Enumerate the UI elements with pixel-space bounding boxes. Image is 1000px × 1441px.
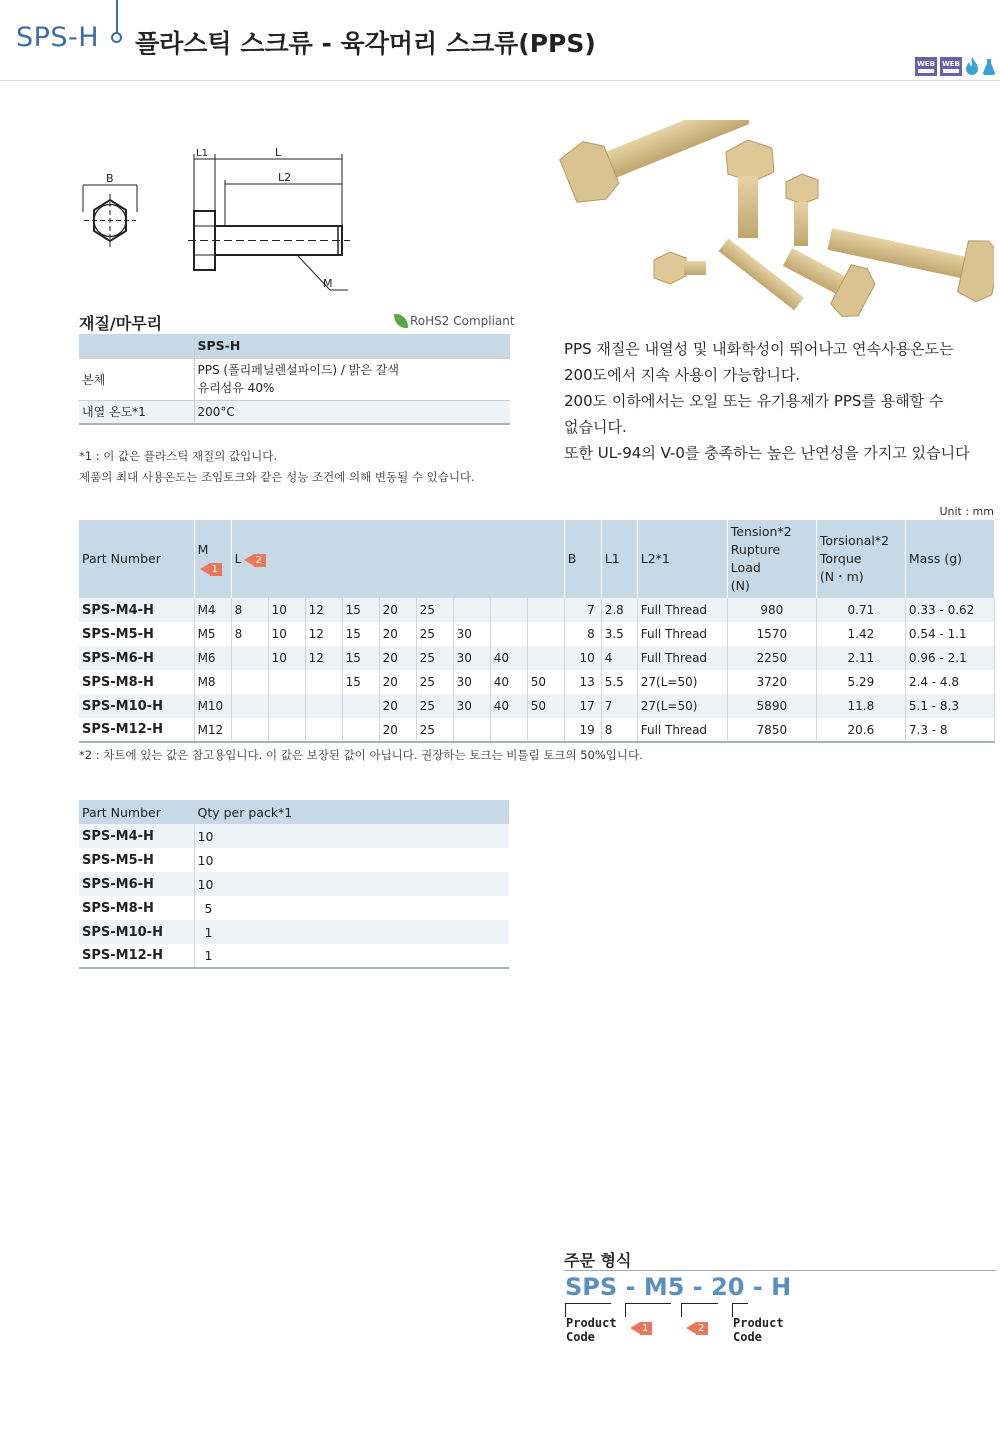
l-cell: 15 xyxy=(342,622,379,646)
torque-cell: 20.6 xyxy=(816,718,905,742)
bracket xyxy=(625,1303,671,1317)
col-tension: Tension*2 Rupture Load (N) xyxy=(727,520,816,598)
l-cell xyxy=(453,598,490,622)
part-number-cell: SPS-M5-H xyxy=(79,848,194,872)
order-tag-1: 1 xyxy=(628,1316,652,1335)
bracket xyxy=(681,1303,718,1317)
l-cell xyxy=(490,718,527,742)
page-title: 플라스틱 스크류 - 육각머리 스크류(PPS) xyxy=(135,29,596,58)
product-code-header: SPS-H xyxy=(16,22,100,53)
material-row-label: 본체 xyxy=(79,358,194,400)
svg-text:M: M xyxy=(323,277,333,290)
l-cell: 25 xyxy=(416,598,453,622)
qty-cell: 10 xyxy=(194,872,509,896)
material-table-header: SPS-H xyxy=(194,334,510,358)
spec-row xyxy=(79,670,995,694)
tension-cell: 7850 xyxy=(727,718,816,742)
l-cell: 30 xyxy=(453,670,490,694)
pack-row xyxy=(79,848,509,872)
col-m: M 1 xyxy=(194,520,231,598)
col-part-number: Part Number xyxy=(79,520,194,598)
l-cell: 25 xyxy=(416,646,453,670)
material-row-label: 내열 온도*1 xyxy=(79,400,194,424)
spec-row xyxy=(79,598,995,622)
l-cell: 15 xyxy=(342,670,379,694)
col-l1: L1 xyxy=(601,520,637,598)
l2-cell: Full Thread xyxy=(637,622,727,646)
l1-cell: 2.8 xyxy=(601,598,637,622)
bracket xyxy=(565,1303,611,1317)
l-cell: 40 xyxy=(490,670,527,694)
qty-cell: 10 xyxy=(197,852,214,868)
mass-cell: 7.3 - 8 xyxy=(905,718,994,742)
l-cell: 30 xyxy=(453,694,490,718)
pack-row xyxy=(79,824,509,848)
material-row-value: 200°C xyxy=(194,400,510,424)
part-number-cell: SPS-M8-H xyxy=(79,896,194,920)
l-cell xyxy=(268,694,305,718)
col-mass: Mass (g) xyxy=(905,520,994,598)
b-cell: 13 xyxy=(564,670,601,694)
part-number-cell: SPS-M6-H xyxy=(79,646,194,670)
hex-screw-drawing xyxy=(70,140,360,300)
tension-cell: 3720 xyxy=(727,670,816,694)
part-number-cell: SPS-M8-H xyxy=(79,670,194,694)
svg-text:L2: L2 xyxy=(278,171,292,184)
pack-row xyxy=(79,896,509,920)
tension-cell: 980 xyxy=(727,598,816,622)
l-cell: 25 xyxy=(416,694,453,718)
torque-cell: 2.11 xyxy=(816,646,905,670)
col-part-number: Part Number xyxy=(79,800,194,824)
l-cell: 20 xyxy=(379,646,416,670)
l1-cell: 3.5 xyxy=(601,622,637,646)
mass-cell: 2.4 - 4.8 xyxy=(905,670,994,694)
web-badge-icon: WEB xyxy=(940,57,962,76)
col-l2: L2*1 xyxy=(637,520,727,598)
tension-cell: 5890 xyxy=(727,694,816,718)
l2-cell: Full Thread xyxy=(637,598,727,622)
b-cell: 10 xyxy=(564,646,601,670)
l1-cell: 4 xyxy=(601,646,637,670)
l1-cell: 7 xyxy=(601,694,637,718)
header-divider-dot xyxy=(111,32,122,43)
m-cell: M5 xyxy=(194,622,231,646)
l-cell: 50 xyxy=(527,670,564,694)
product-photo xyxy=(548,120,994,330)
l-cell xyxy=(342,694,379,718)
bracket xyxy=(732,1303,748,1317)
spec-row xyxy=(79,622,995,646)
l-cell: 10 xyxy=(268,622,305,646)
qty-cell: 1 xyxy=(194,920,509,944)
material-heading: 재질/마무리 xyxy=(79,314,163,333)
l-cell: 12 xyxy=(305,646,342,670)
product-description: PPS 재질은 내열성 및 내화학성이 뛰어나고 연속사용온도는 200도에서 지속 사용이 가능합니다. 200도 이하에서는 오일 또는 유기용제가 PPS를 용해할 수 없습니다. 또한 UL-94의 V-0를 충족하는 높은 난연성을 가지고 있습니다 xyxy=(564,340,970,462)
l1-cell: 5.5 xyxy=(601,670,637,694)
part-number-cell: SPS-M4-H xyxy=(79,598,194,622)
order-label-product: Product Code xyxy=(733,1316,784,1344)
part-number-cell: SPS-M10-H xyxy=(79,920,194,944)
l-cell xyxy=(342,718,379,742)
l-cell: 15 xyxy=(342,598,379,622)
l-cell xyxy=(305,718,342,742)
m-tag: 1 xyxy=(210,563,222,576)
svg-text:L: L xyxy=(275,146,282,159)
l-cell xyxy=(231,718,268,742)
part-number-cell: SPS-M4-H xyxy=(79,824,194,848)
svg-text:B: B xyxy=(106,172,114,185)
qty-cell: 5 xyxy=(204,900,213,916)
order-tag-2: 2 xyxy=(684,1316,708,1335)
l-cell: 40 xyxy=(490,646,527,670)
l1-cell: 8 xyxy=(601,718,637,742)
spec-table xyxy=(79,520,995,743)
col-torque: Torsional*2 Torque (N・m) xyxy=(816,520,905,598)
pack-row xyxy=(79,920,509,944)
header-rule xyxy=(0,80,1000,81)
l-cell: 25 xyxy=(416,622,453,646)
tension-cell: 2250 xyxy=(727,646,816,670)
l-cell xyxy=(268,670,305,694)
l-cell: 25 xyxy=(416,718,453,742)
torque-cell: 1.42 xyxy=(816,622,905,646)
l-cell xyxy=(231,670,268,694)
l-cell: 20 xyxy=(379,718,416,742)
b-cell: 7 xyxy=(564,598,601,622)
l-cell: 12 xyxy=(305,622,342,646)
pack-row xyxy=(79,944,509,968)
torque-cell: 0.71 xyxy=(816,598,905,622)
part-number-cell: SPS-M10-H xyxy=(79,694,194,718)
torque-cell: 5.29 xyxy=(816,670,905,694)
m-cell: M4 xyxy=(194,598,231,622)
l2-cell: Full Thread xyxy=(637,718,727,742)
mass-cell: 0.54 - 1.1 xyxy=(905,622,994,646)
l2-cell: 27(L=50) xyxy=(637,694,727,718)
part-number-cell: SPS-M12-H xyxy=(79,944,194,968)
qty-cell: 1 xyxy=(194,944,509,968)
l-cell xyxy=(490,598,527,622)
l-cell: 30 xyxy=(453,646,490,670)
spec-row xyxy=(79,646,995,670)
col-l: L 2 xyxy=(231,520,564,598)
material-row-value: PPS (폴리페닐렌설파이드) / 밝은 갈색 유리섬유 40% xyxy=(194,358,510,400)
m-cell: M12 xyxy=(194,718,231,742)
rohs-badge: RoHS2 Compliant xyxy=(395,313,515,329)
l-cell xyxy=(527,646,564,670)
tension-cell: 1570 xyxy=(727,622,816,646)
qty-cell: 10 xyxy=(194,824,509,848)
l-cell: 40 xyxy=(490,694,527,718)
part-number-cell: SPS-M5-H xyxy=(79,622,194,646)
order-rule xyxy=(564,1270,996,1271)
l-cell: 8 xyxy=(231,598,268,622)
order-label-product: Product Code xyxy=(566,1316,617,1344)
l2-cell: 27(L=50) xyxy=(637,670,727,694)
order-example-code: SPS - M5 - 20 - H xyxy=(565,1273,792,1301)
l-cell: 10 xyxy=(268,598,305,622)
l-cell xyxy=(305,694,342,718)
b-cell: 19 xyxy=(564,718,601,742)
spec-row xyxy=(79,694,995,718)
part-number-cell: SPS-M6-H xyxy=(79,872,194,896)
l-cell xyxy=(268,718,305,742)
l2-cell: Full Thread xyxy=(637,646,727,670)
pack-row xyxy=(79,872,509,896)
col-b: B xyxy=(564,520,601,598)
l-cell xyxy=(527,622,564,646)
mass-cell: 5.1 - 8.3 xyxy=(905,694,994,718)
unit-label: Unit : mm xyxy=(939,505,994,518)
torque-cell: 11.8 xyxy=(816,694,905,718)
order-heading: 주문 형식 xyxy=(564,1251,632,1270)
flame-icon xyxy=(965,56,979,76)
l-cell: 10 xyxy=(268,646,305,670)
web-badge-icon: WEB xyxy=(915,57,937,76)
l-cell: 30 xyxy=(453,622,490,646)
m-cell: M6 xyxy=(194,646,231,670)
flask-icon xyxy=(982,56,996,76)
l-cell xyxy=(490,622,527,646)
l-cell: 12 xyxy=(305,598,342,622)
l-cell: 20 xyxy=(379,622,416,646)
l-tag: 2 xyxy=(254,554,266,567)
mass-cell: 0.96 - 2.1 xyxy=(905,646,994,670)
pack-table xyxy=(79,800,509,969)
m-cell: M10 xyxy=(194,694,231,718)
material-note-2: 제품의 최대 사용온도는 조임토크와 같은 성능 조건에 의해 변동될 수 있습니다. xyxy=(79,470,475,484)
spec-note: *2 : 차트에 있는 값은 참고용입니다. 이 값은 보장된 값이 아닙니다. 권장하는 토크는 비틀림 토크의 50%입니다. xyxy=(79,748,643,762)
l-cell xyxy=(231,646,268,670)
l-cell: 15 xyxy=(342,646,379,670)
l-cell xyxy=(231,694,268,718)
col-qty: Qty per pack*1 xyxy=(194,800,509,824)
l-cell: 50 xyxy=(527,694,564,718)
b-cell: 8 xyxy=(564,622,601,646)
l-cell xyxy=(527,718,564,742)
l-cell: 8 xyxy=(231,622,268,646)
l-cell: 20 xyxy=(379,598,416,622)
leaf-icon xyxy=(394,312,409,330)
l-cell: 20 xyxy=(379,670,416,694)
m-cell: M8 xyxy=(194,670,231,694)
b-cell: 17 xyxy=(564,694,601,718)
header-divider xyxy=(116,0,118,34)
mass-cell: 0.33 - 0.62 xyxy=(905,598,994,622)
l-cell xyxy=(527,598,564,622)
feature-badges xyxy=(915,56,996,76)
part-number-cell: SPS-M12-H xyxy=(79,718,194,742)
l-cell xyxy=(453,718,490,742)
l-cell: 20 xyxy=(379,694,416,718)
l-cell xyxy=(305,670,342,694)
l-cell: 25 xyxy=(416,670,453,694)
spec-row xyxy=(79,718,995,742)
svg-text:L1: L1 xyxy=(196,148,208,159)
material-note-1: *1 : 이 값은 플라스틱 재질의 값입니다. xyxy=(79,449,278,463)
material-table xyxy=(79,334,510,425)
